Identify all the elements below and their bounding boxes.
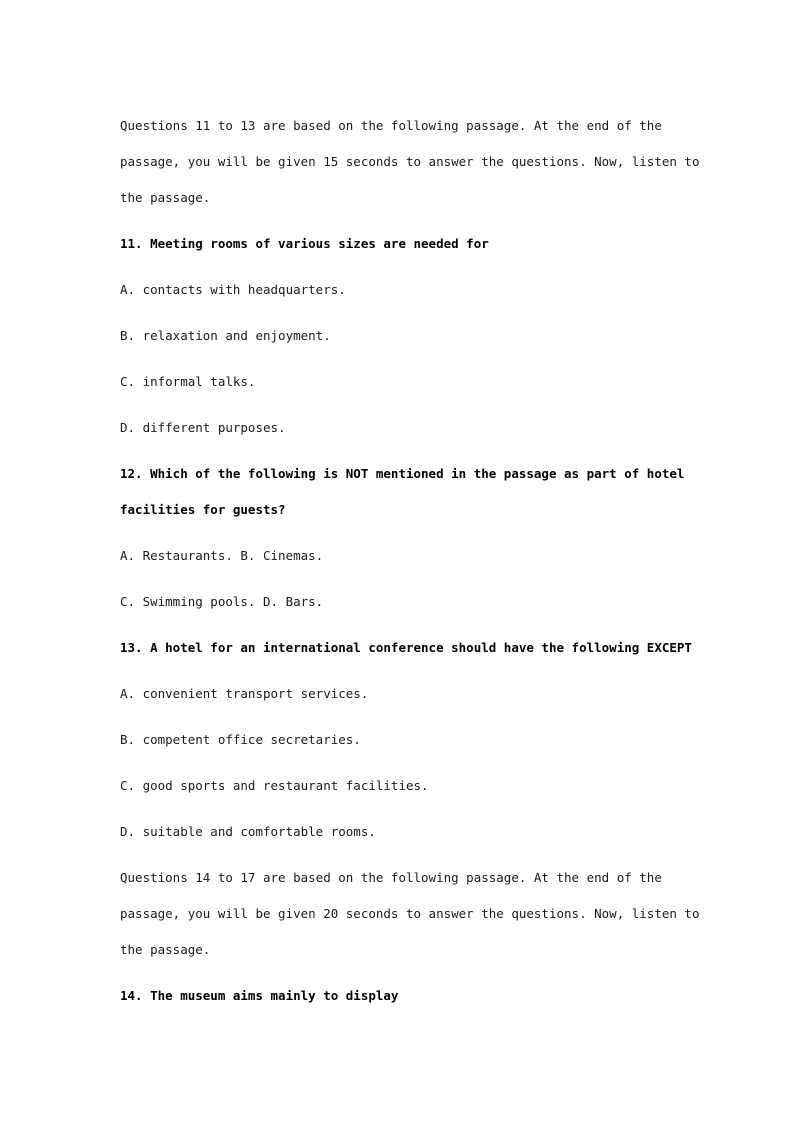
option-b: B. relaxation and enjoyment.	[120, 328, 331, 343]
section-intro-line: the passage.	[120, 942, 211, 957]
section-intro-line: Questions 14 to 17 are based on the following passage. At the end of the	[120, 870, 662, 885]
option-d: D. suitable and comfortable rooms.	[120, 824, 376, 839]
option-c: C. informal talks.	[120, 374, 256, 389]
section-intro-line: the passage.	[120, 190, 211, 205]
question-11-stem: 11. Meeting rooms of various sizes are needed for	[120, 236, 489, 251]
option-a: A. convenient transport services.	[120, 686, 369, 701]
question-14-stem: 14. The museum aims mainly to display	[120, 988, 399, 1003]
section-intro-line: Questions 11 to 13 are based on the following passage. At the end of the	[120, 118, 662, 133]
section-intro-line: passage, you will be given 15 seconds to answer the questions. Now, listen to	[120, 154, 700, 169]
option-c-d: C. Swimming pools. D. Bars.	[120, 594, 324, 609]
option-a: A. contacts with headquarters.	[120, 282, 346, 297]
section-intro-line: passage, you will be given 20 seconds to answer the questions. Now, listen to	[120, 906, 700, 921]
option-d: D. different purposes.	[120, 420, 286, 435]
option-c: C. good sports and restaurant facilities.	[120, 778, 429, 793]
option-b: B. competent office secretaries.	[120, 732, 361, 747]
question-12-stem: 12. Which of the following is NOT mentioned in the passage as part of hotel	[120, 466, 685, 481]
question-13-stem: 13. A hotel for an international conference should have the following EXCEPT	[120, 640, 692, 655]
question-12-stem-continued: facilities for guests?	[120, 502, 286, 517]
option-a-b: A. Restaurants. B. Cinemas.	[120, 548, 324, 563]
